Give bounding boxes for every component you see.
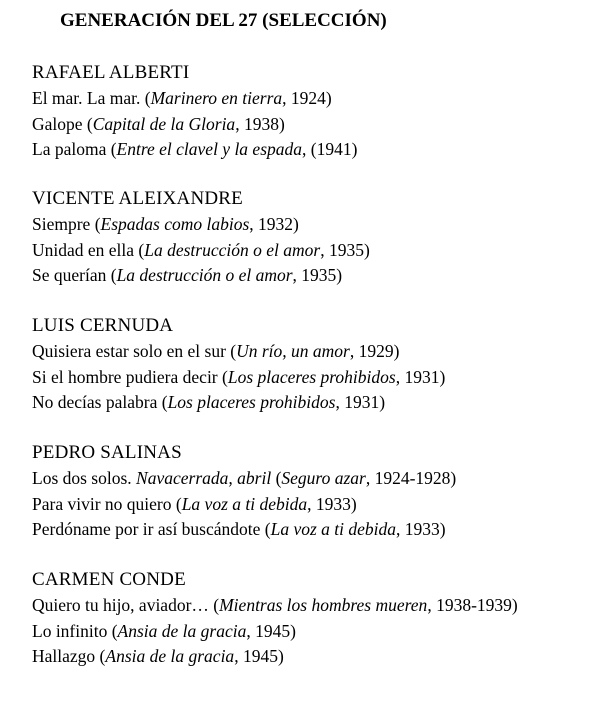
author-name: RAFAEL ALBERTI	[32, 62, 190, 83]
author-name: PEDRO SALINAS	[32, 442, 182, 463]
author-section-conde	[32, 567, 607, 670]
author-name: VICENTE ALEIXANDRE	[32, 188, 243, 209]
poem-line: Siempre (Espadas como labios, 1932)	[32, 214, 299, 234]
poem-line: Se querían (La destrucción o el amor, 1935)	[32, 265, 343, 285]
author-name: CARMEN CONDE	[32, 569, 186, 590]
poem-line: Perdóname por ir así buscándote (La voz a ti debida, 1933)	[32, 519, 446, 539]
poem-line: Galope (Capital de la Gloria, 1938)	[32, 113, 285, 134]
poem-line: Quiero tu hijo, aviador… (Mientras los hombres mueren, 1938-1939)	[32, 595, 518, 615]
author-section-cernuda	[32, 313, 607, 416]
poem-line: La paloma (Entre el clavel y la espada, (1941)	[32, 139, 358, 159]
poem-line: Los dos solos. Navacerrada, abril (Seguro azar, 1924-1928)	[32, 468, 457, 488]
author-section-alberti	[32, 60, 607, 163]
poem-line: Unidad en ella (La destrucción o el amor, 1935)	[32, 239, 370, 260]
poem-line: Para vivir no quiero (La voz a ti debida, 1933)	[32, 493, 357, 514]
author-name: LUIS CERNUDA	[32, 315, 174, 336]
poem-line: Hallazgo (Ansia de la gracia, 1945)	[32, 646, 284, 666]
poem-line: Quisiera estar solo en el sur (Un río, un amor, 1929)	[32, 341, 400, 361]
author-section-aleixandre	[32, 186, 607, 289]
poem-line: Lo infinito (Ansia de la gracia, 1945)	[32, 620, 296, 641]
page-title: GENERACIÓN DEL 27 (SELECCIÓN)	[60, 10, 387, 31]
poem-line: No decías palabra (Los placeres prohibidos, 1931)	[32, 392, 386, 412]
poem-line: Si el hombre pudiera decir (Los placeres prohibidos, 1931)	[32, 366, 446, 387]
poem-line: El mar. La mar. (Marinero en tierra, 1924)	[32, 88, 332, 108]
author-section-salinas	[32, 440, 607, 543]
